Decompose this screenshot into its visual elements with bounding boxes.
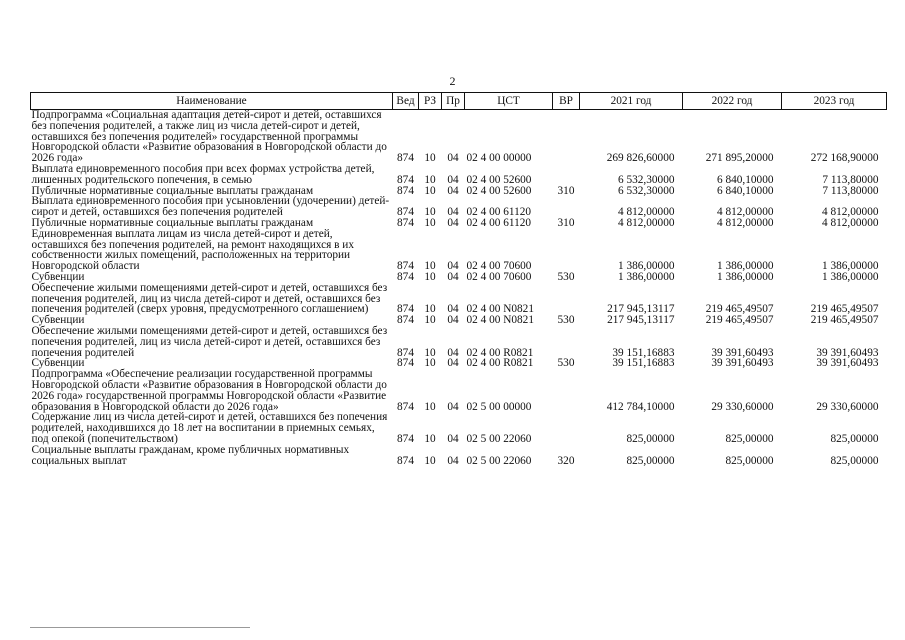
row-2023: 219 465,49507 (810, 303, 879, 316)
row-2021: 269 826,60000 (606, 152, 675, 165)
row-rz: 10 (424, 432, 436, 445)
row-2021: 217 945,13117 (607, 303, 675, 316)
row-cst: 02 4 00 N0821 (466, 303, 534, 316)
row-2022: 29 330,60000 (711, 400, 774, 413)
row-2021: 6 532,30000 (618, 173, 675, 186)
row-name: Единовременная выплата лицам из числа детей-сирот и детей, оставшихся без попечения родителей, на ремонт находящихся в их собственности жилых помещений, расположенных на территории Новгородской области (31, 227, 354, 273)
row-cst: 02 4 00 61120 (466, 216, 532, 229)
row-2021: 217 945,13117 (607, 314, 675, 327)
row-ved: 874 (397, 357, 414, 370)
row-vr: 530 (557, 314, 575, 327)
row-name: Выплата единовременного пособия при всех формах устройства детей, лишенных родительского попечения, в семью (31, 162, 375, 186)
row-ved: 874 (397, 400, 414, 413)
row-rz: 10 (424, 152, 436, 165)
row-cst: 02 5 00 22060 (466, 432, 532, 445)
row-cst: 02 5 00 00000 (466, 400, 532, 413)
row-rz: 10 (424, 206, 436, 219)
row-vr (553, 110, 580, 164)
row-vr: 310 (557, 184, 575, 197)
row-vr (553, 412, 580, 444)
row-name: Социальные выплаты гражданам, кроме публичных нормативных социальных выплат (31, 443, 350, 467)
row-2022: 219 465,49507 (705, 303, 774, 316)
row-pr: 04 (447, 454, 459, 467)
row-rz: 10 (424, 357, 436, 370)
row-cst: 02 4 00 R0821 (466, 346, 534, 359)
budget-table (30, 92, 887, 466)
row-pr: 04 (447, 152, 459, 165)
row-vr: 320 (557, 454, 575, 467)
row-vr (553, 283, 580, 315)
row-pr: 04 (447, 216, 459, 229)
header-2022: 2022 год (683, 93, 782, 110)
row-ved: 874 (397, 270, 414, 283)
table-row (31, 196, 887, 218)
row-vr (553, 369, 580, 412)
row-2023: 7 113,80000 (822, 173, 879, 186)
row-rz: 10 (424, 454, 436, 467)
header-vr: ВР (553, 93, 580, 110)
row-ved: 874 (397, 206, 414, 219)
row-2022: 6 840,10000 (717, 184, 774, 197)
row-pr: 04 (447, 206, 459, 219)
row-rz: 10 (424, 184, 436, 197)
row-cst: 02 4 00 70600 (466, 270, 532, 283)
row-vr (553, 229, 580, 272)
header-pr: Пр (442, 93, 465, 110)
footer-divider (30, 627, 250, 628)
row-vr: 530 (557, 357, 575, 370)
row-2022: 39 391,60493 (711, 357, 774, 370)
row-2023: 39 391,60493 (816, 346, 879, 359)
row-ved: 874 (397, 152, 414, 165)
row-name: Публичные нормативные социальные выплаты гражданам (31, 184, 314, 197)
row-pr: 04 (447, 173, 459, 186)
row-rz: 10 (424, 303, 436, 316)
header-ved: Вед (393, 93, 419, 110)
table-row (31, 412, 887, 444)
table-row (31, 283, 887, 315)
page-number: 2 (449, 74, 456, 88)
row-name: Обеспечение жилыми помещениями детей-сирот и детей, оставшихся без попечения родителей, лиц из числа детей-сирот и детей, оставшихся без попечения родителей (сверх уровня, предусмотренного соглашением) (31, 281, 388, 316)
row-ved: 874 (397, 314, 414, 327)
row-pr: 04 (447, 400, 459, 413)
row-2021: 412 784,10000 (606, 400, 675, 413)
row-rz: 10 (424, 400, 436, 413)
row-2023: 1 386,00000 (822, 270, 879, 283)
row-pr: 04 (447, 303, 459, 316)
row-vr: 530 (557, 270, 575, 283)
header-2023: 2023 год (782, 93, 887, 110)
row-ved: 874 (397, 303, 414, 316)
row-2022: 1 386,00000 (717, 260, 774, 273)
row-2021: 825,00000 (626, 432, 675, 445)
row-2021: 1 386,00000 (618, 270, 675, 283)
row-pr: 04 (447, 184, 459, 197)
row-ved: 874 (397, 173, 414, 186)
row-pr: 04 (447, 314, 459, 327)
row-pr: 04 (447, 357, 459, 370)
row-2021: 39 151,16883 (612, 357, 675, 370)
row-2023: 1 386,00000 (822, 260, 879, 273)
row-2021: 4 812,00000 (618, 216, 675, 229)
table-row (31, 164, 887, 186)
table-row (31, 110, 887, 164)
row-2022: 6 840,10000 (717, 173, 774, 186)
row-name: Подпрограмма «Социальная адаптация детей-сирот и детей, оставшихся без попечения родителей, а также лиц из числа детей-сирот и детей, оставшихся без попечения родителей» государственной программы Новгородской области «Развитие образования в Новгородской области до 2026 года» (31, 109, 387, 165)
row-cst: 02 4 00 R0821 (466, 357, 534, 370)
table-row (31, 326, 887, 358)
row-vr (553, 326, 580, 358)
row-2022: 219 465,49507 (705, 314, 774, 327)
row-2023: 825,00000 (830, 454, 879, 467)
row-2023: 39 391,60493 (816, 357, 879, 370)
row-2022: 271 895,20000 (705, 152, 774, 165)
row-2022: 825,00000 (725, 432, 774, 445)
row-2021: 39 151,16883 (612, 346, 675, 359)
header-name: Наименование (31, 93, 393, 110)
row-2023: 4 812,00000 (822, 216, 879, 229)
row-2023: 7 113,80000 (822, 184, 879, 197)
row-name: Содержание лиц из числа детей-сирот и детей, оставшихся без попечения родителей, находившихся до 18 лет на воспитании в приемных семьях, под опекой (попечительством) (31, 411, 388, 445)
row-name: Субвенции (31, 270, 85, 283)
row-2023: 272 168,90000 (810, 152, 879, 165)
row-2023: 4 812,00000 (822, 206, 879, 219)
table-row (31, 445, 887, 467)
row-ved: 874 (397, 346, 414, 359)
row-name: Выплата единовременного пособия при усыновлении (удочерении) детей-сирот и детей, оставшихся без попечения родителей (31, 195, 390, 219)
row-name: Субвенции (31, 357, 85, 370)
table-header-row (31, 93, 887, 110)
row-rz: 10 (424, 314, 436, 327)
table-row (31, 369, 887, 412)
row-ved: 874 (397, 216, 414, 229)
row-2022: 39 391,60493 (711, 346, 774, 359)
row-rz: 10 (424, 173, 436, 186)
row-2023: 29 330,60000 (816, 400, 879, 413)
row-ved: 874 (397, 432, 414, 445)
row-2021: 825,00000 (626, 454, 675, 467)
row-pr: 04 (447, 432, 459, 445)
row-2022: 4 812,00000 (717, 206, 774, 219)
row-2021: 6 532,30000 (618, 184, 675, 197)
row-rz: 10 (424, 270, 436, 283)
row-pr: 04 (447, 270, 459, 283)
row-ved: 874 (397, 454, 414, 467)
row-name: Обеспечение жилыми помещениями детей-сирот и детей, оставшихся без попечения родителей, лиц из числа детей-сирот и детей, оставшихся без попечения родителей (31, 324, 388, 359)
row-cst: 02 4 00 00000 (466, 152, 532, 165)
row-pr: 04 (447, 346, 459, 359)
row-cst: 02 4 00 52600 (466, 184, 532, 197)
row-cst: 02 4 00 61120 (466, 206, 532, 219)
row-name: Подпрограмма «Обеспечение реализации государственной программы Новгородской области «Развитие образования в Новгородской области до 2026 года» государственной программы Новгородской области «Развитие образования в Новгородской области до 2026 года» (31, 368, 387, 413)
header-rz: РЗ (419, 93, 442, 110)
row-name: Публичные нормативные социальные выплаты гражданам (31, 216, 314, 229)
row-2021: 1 386,00000 (618, 260, 675, 273)
row-rz: 10 (424, 346, 436, 359)
row-cst: 02 4 00 70600 (466, 260, 532, 273)
row-2022: 1 386,00000 (717, 270, 774, 283)
row-vr (553, 164, 580, 186)
row-2021: 4 812,00000 (618, 206, 675, 219)
row-pr: 04 (447, 260, 459, 273)
header-2021: 2021 год (580, 93, 683, 110)
row-vr (553, 196, 580, 218)
header-cst: ЦСТ (465, 93, 553, 110)
table-row (31, 229, 887, 272)
row-rz: 10 (424, 260, 436, 273)
row-vr: 310 (557, 216, 575, 229)
row-cst: 02 5 00 22060 (466, 454, 532, 467)
row-cst: 02 4 00 N0821 (466, 314, 534, 327)
row-rz: 10 (424, 216, 436, 229)
row-ved: 874 (397, 184, 414, 197)
row-cst: 02 4 00 52600 (466, 173, 532, 186)
row-2023: 219 465,49507 (810, 314, 879, 327)
row-2022: 825,00000 (725, 454, 774, 467)
row-2023: 825,00000 (830, 432, 879, 445)
row-2022: 4 812,00000 (717, 216, 774, 229)
row-ved: 874 (397, 260, 414, 273)
row-name: Субвенции (31, 314, 85, 327)
